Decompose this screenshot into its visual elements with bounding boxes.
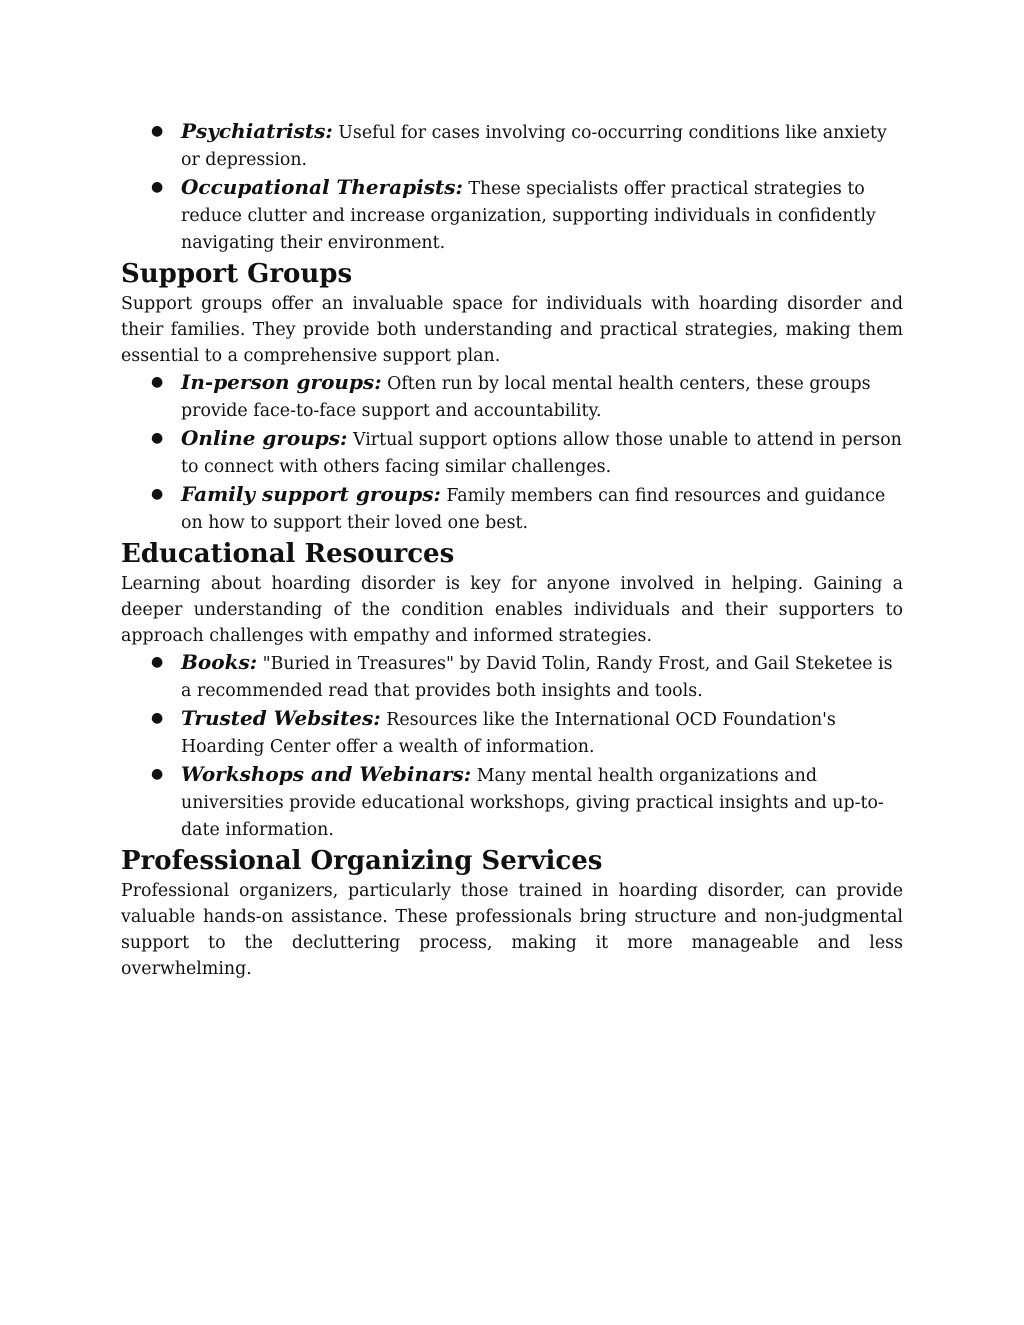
section-heading-educational-resources: Educational Resources — [121, 539, 455, 569]
bullet-icon: ● — [151, 654, 164, 670]
list-item — [121, 369, 903, 425]
list-item-text: Often run by local mental health centers, these groups provide face-to-face support and accountability. — [181, 374, 871, 421]
educational-resources-list — [121, 649, 903, 844]
list-item — [121, 118, 903, 174]
list-item-text: Resources like the International OCD Foundation's Hoarding Center offer a wealth of information. — [181, 710, 836, 757]
bullet-icon: ● — [151, 179, 164, 195]
list-item — [121, 761, 903, 844]
list-item — [121, 174, 903, 257]
list-item-term: Occupational Therapists: — [181, 175, 463, 199]
bullet-icon: ● — [151, 710, 164, 726]
list-item — [121, 425, 903, 481]
professional-types-list — [121, 118, 903, 257]
list-item-term: Trusted Websites: — [181, 706, 381, 730]
list-item-term: Workshops and Webinars: — [181, 762, 472, 786]
list-item — [121, 649, 903, 705]
list-item-term: Psychiatrists: — [181, 119, 333, 143]
support-groups-list — [121, 369, 903, 537]
document-page — [121, 118, 903, 982]
bullet-icon: ● — [151, 430, 164, 446]
list-item-term: Family support groups: — [181, 482, 441, 506]
bullet-icon: ● — [151, 374, 164, 390]
list-item-text: Many mental health organizations and universities provide educational workshops, giving practical insights and up-to-date information. — [181, 766, 884, 840]
list-item-term: Online groups: — [181, 426, 348, 450]
bullet-icon: ● — [151, 486, 164, 502]
list-item-text: "Buried in Treasures" by David Tolin, Randy Frost, and Gail Steketee is a recommended read that provides both insights and tools. — [181, 654, 893, 701]
list-item-text: Family members can find resources and guidance on how to support their loved one best. — [181, 486, 886, 533]
list-item-term: In-person groups: — [181, 370, 382, 394]
section-paragraph-educational-resources: Learning about hoarding disorder is key for anyone involved in helping. Gaining a deeper understanding of the condition enables individuals and their supporters to approach challenges with empathy and informed strategies. — [121, 574, 903, 646]
list-item-text: Virtual support options allow those unable to attend in person to connect with others facing similar challenges. — [181, 430, 902, 477]
section-paragraph-support-groups: Support groups offer an invaluable space for individuals with hoarding disorder and their families. They provide both understanding and practical strategies, making them essential to a comprehensive support plan. — [121, 294, 903, 366]
bullet-icon: ● — [151, 766, 164, 782]
section-heading-professional-organizing: Professional Organizing Services — [121, 846, 603, 876]
section-paragraph-professional-organizing: Professional organizers, particularly those trained in hoarding disorder, can provide valuable hands-on assistance. These professionals bring structure and non-judgmental support to the decluttering process, making it more manageable and less overwhelming. — [121, 881, 903, 979]
section-heading-support-groups: Support Groups — [121, 259, 353, 289]
list-item-term: Books: — [181, 650, 258, 674]
list-item — [121, 481, 903, 537]
list-item — [121, 705, 903, 761]
bullet-icon: ● — [151, 123, 164, 139]
list-item-text: Useful for cases involving co-occurring conditions like anxiety or depression. — [181, 123, 887, 170]
list-item-text: These specialists offer practical strategies to reduce clutter and increase organization, supporting individuals in confidently navigating their environment. — [181, 179, 876, 253]
